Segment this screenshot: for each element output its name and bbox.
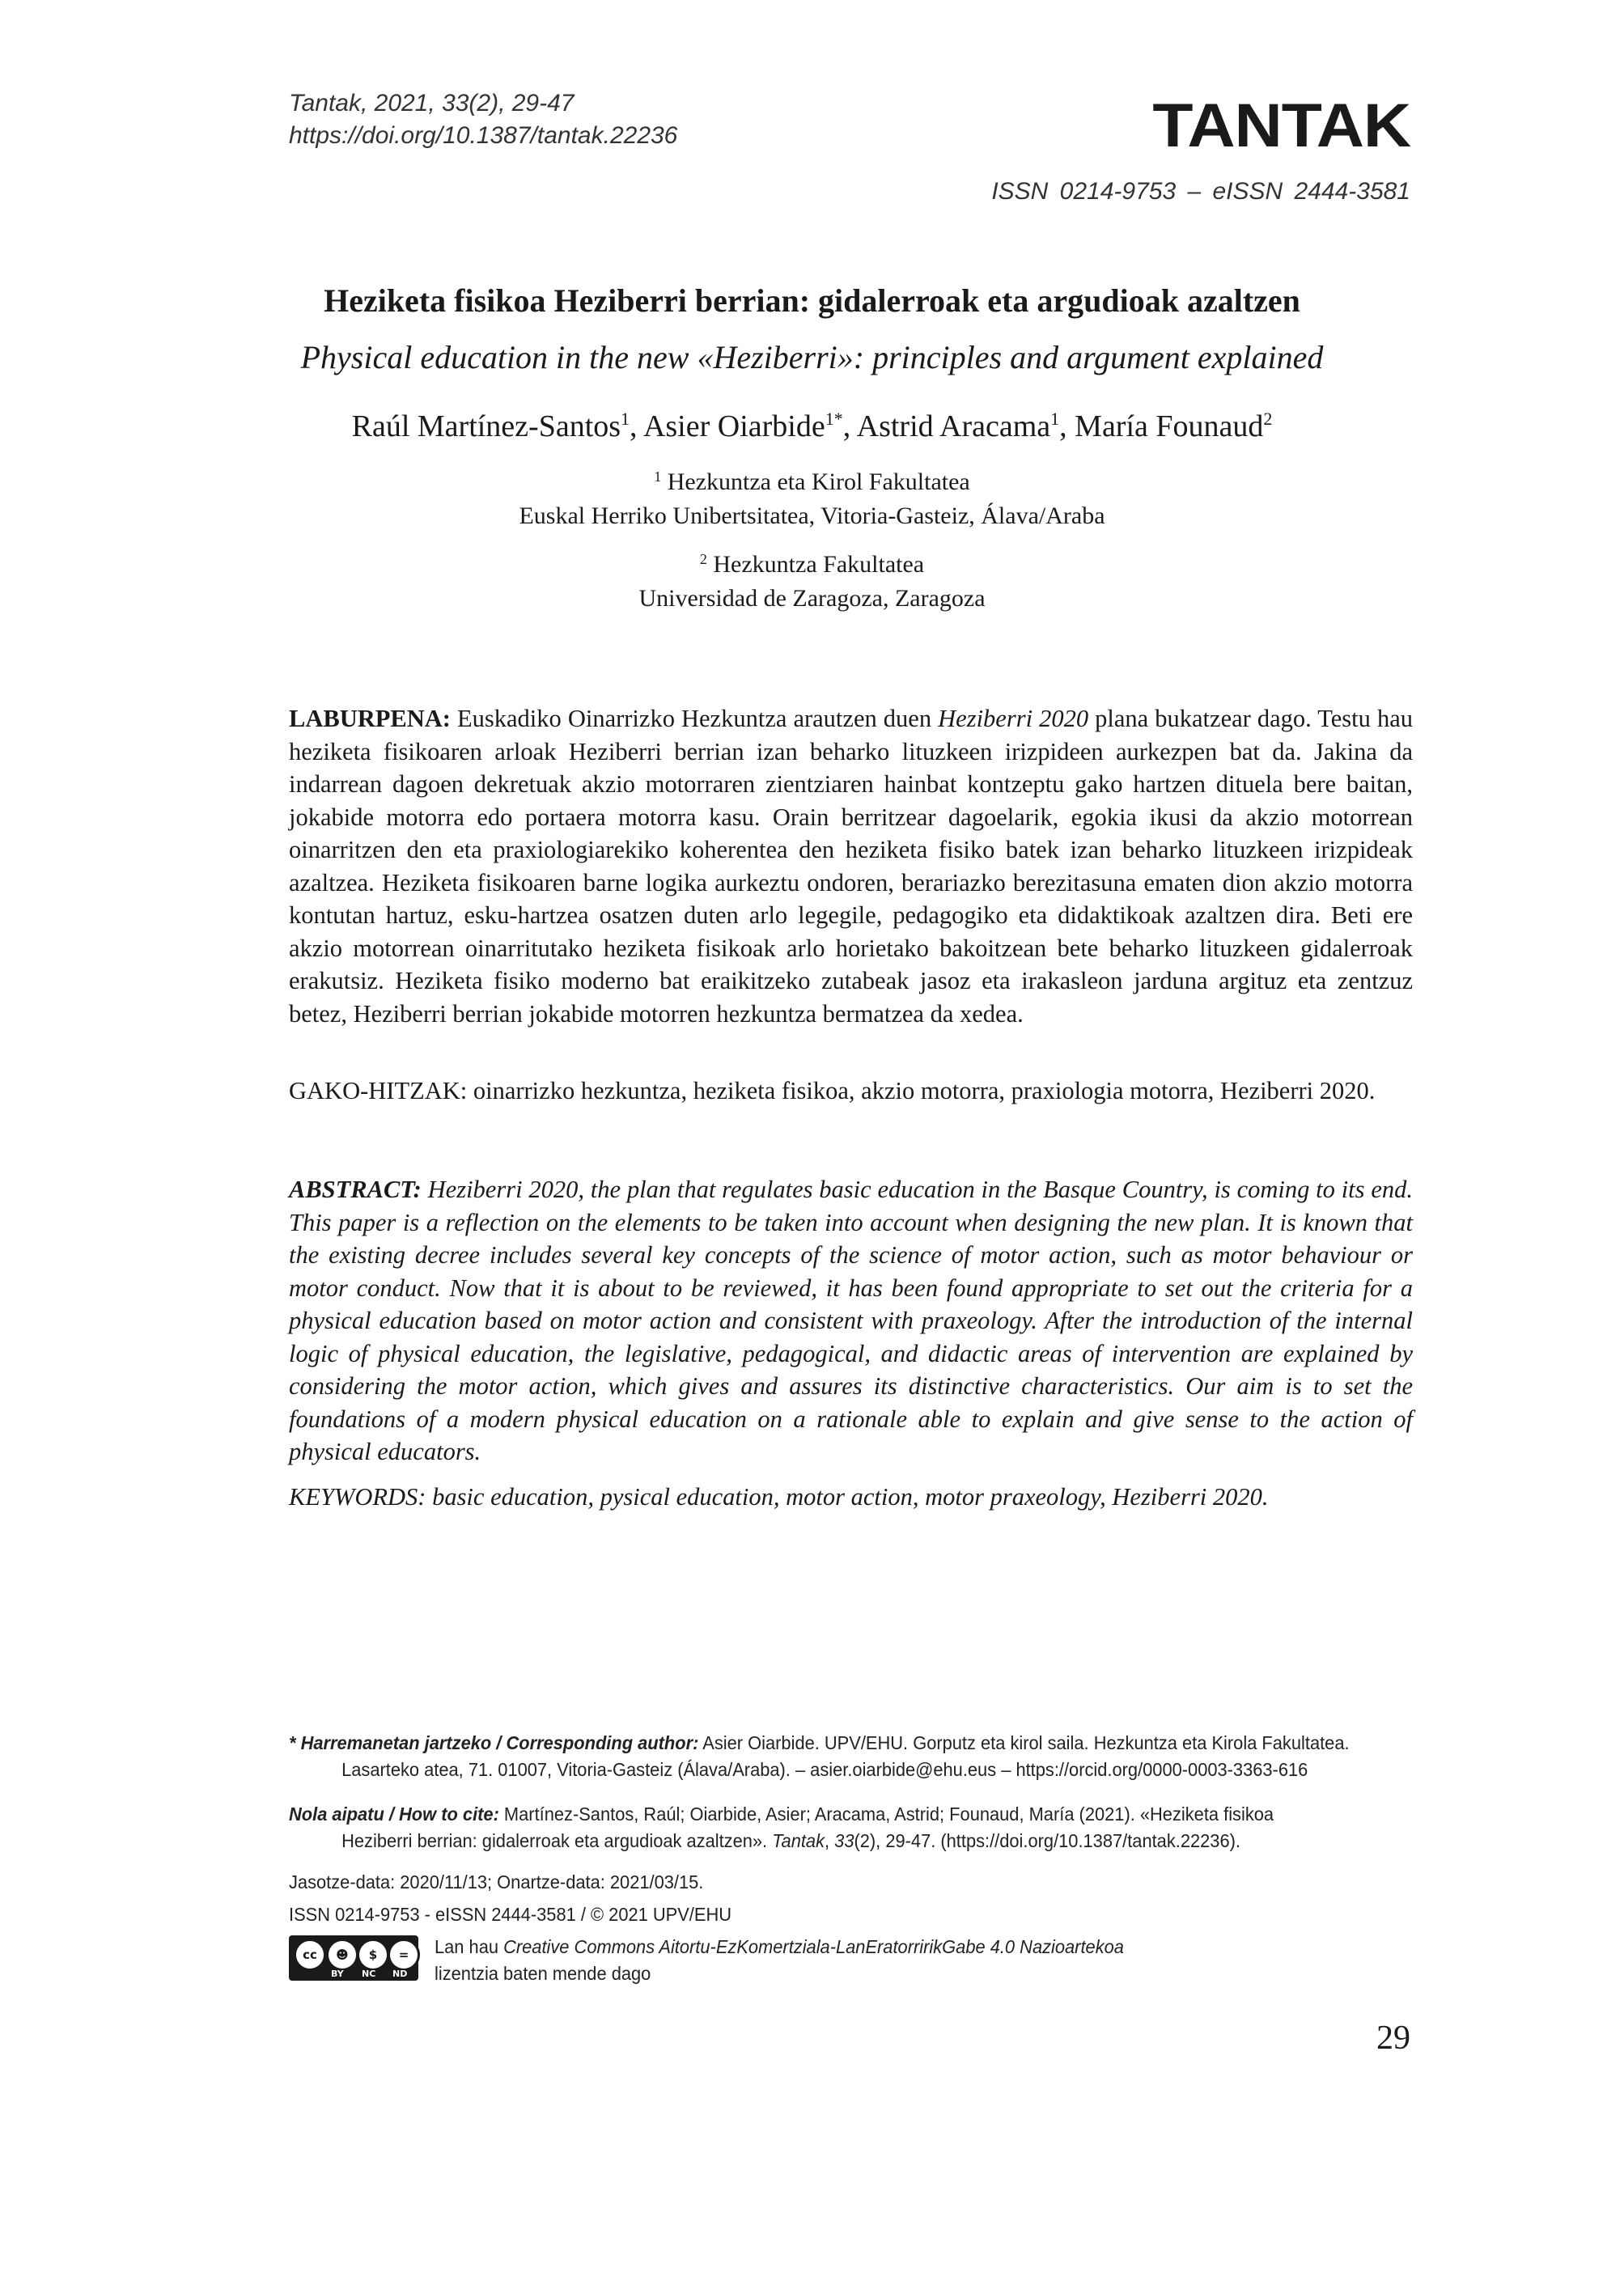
keywords-basque-label: GAKO-HITZAK:: [289, 1077, 468, 1104]
keywords-basque: GAKO-HITZAK: oinarrizko hezkuntza, heziketa fisikoa, akzio motorra, praxiologia motorra, Heziberri 2020.: [289, 1077, 1376, 1104]
keywords-english-label: KEYWORDS:: [289, 1483, 426, 1511]
paper-title: Heziketa fisikoa Heziberri berrian: gidalerroak eta argudioak azaltzen: [324, 282, 1300, 319]
issn-header: ISSN 0214-9753 – eISSN 2444-3581: [991, 178, 1410, 205]
nc-label: NC: [362, 1969, 376, 1979]
nd-label: ND: [392, 1969, 408, 1979]
affiliation-2: $^2$ Hezkuntza Fakultatea Universidad de Zaragoza, Zaragoza: [638, 551, 986, 612]
by-icon: ☻: [326, 1939, 358, 1971]
keywords-english: KEYWORDS: basic education, pysical education, motor action, motor praxeology, Heziberri 2020.: [289, 1483, 1269, 1511]
abstract-english-label: ABSTRACT:: [289, 1176, 422, 1203]
issn-copyright: ISSN 0214-9753 - eISSN 2444-3581 / © 2021 UPV/EHU: [289, 1904, 732, 1925]
cc-icon: cc: [294, 1939, 326, 1971]
nc-icon: $: [357, 1939, 389, 1971]
submission-dates: Jasotze-data: 2020/11/13; Onartze-data: 2021/03/15.: [289, 1871, 704, 1892]
nd-icon: =: [388, 1939, 420, 1971]
license-text: Lan hau Creative Commons Aitortu-EzKomertziala-LanEratorririkGabe 4.0 Nazioartekoa lizentzia baten mende dago: [435, 1936, 1124, 1984]
page-number: 29: [1376, 2020, 1410, 2057]
corresponding-author-note: * Harremanetan jartzeko / Corresponding author: Asier Oiarbide. UPV/EHU. Gorputz eta kirol saila. Hezkuntza eta Kirola Fakultatea. Lasarteko atea, 71. 01007, Vitoria-Gasteiz (Álava/Araba). – asier.oiarbide@ehu.eus – https://orcid.org/0000-0003-3363-616: [289, 1732, 1350, 1780]
doi-link[interactable]: https://doi.org/10.1387/tantak.22236: [289, 122, 678, 149]
abstract-english: ABSTRACT: Heziberri 2020, the plan that regulates basic education in the Basque Country, is coming to its end. This paper is a reflection on the elements to be taken into account when designing the new plan. It is known that the existing decree includes several key concepts of the science of motor action, such as motor behaviour or motor conduct. Now that it is about to be reviewed, it has been found appropriate to set out the criteria for a physical education based on motor action and consistent with praxeology. After the introduction of the internal logic of physical education, the legislative, pedagogical, and didactic areas of intervention are explained by considering the motor action, which gives and assures its distinctive characteristics. Our aim is to set the foundations of a modern physical education on a rationale able to explain and give sense to the action of physical educators.: [289, 1176, 1413, 1465]
author-list: [243, 409, 1381, 444]
cc-license-badge[interactable]: [289, 1935, 418, 1981]
author: Asier Oiarbide$^{1*}$,: [642, 409, 857, 443]
author: Astrid Aracama$^1$,: [856, 409, 1075, 443]
journal-header: [289, 87, 677, 152]
author: Raúl Martínez-Santos$^1$,: [351, 409, 643, 443]
abstract-basque: LABURPENA: Euskadiko Oinarrizko Hezkuntza arautzen duen Heziberri 2020 plana bukatzear dago. Testu hau heziketa fisikoaren arloak Heziberri berrian izan beharko lituzkeen irizpideen aurkezpen bat da. Jakina da indarrean dagoen dekretuak akzio motorraren zientziaren hainbat kontzeptu gako hartzen dituela bere baitan, jokabide motorra edo portaera motorra kasu. Orain berritzear dagoelarik, egokia ikusi da akzio motorrean oinarritzen den eta praxiologiarekiko koherentea den heziketa fisiko batek izan beharko lituzkeen irizpideak azaltzea. Heziketa fisikoaren barne logika aurkeztu ondoren, berariazko berezitasuna ematen dion akzio motorra kontutan hartuz, esku-hartzea osatzen duten arlo legegile, pedagogiko eta didaktikoak azaltzen dira. Beti ere akzio motorrean oinarritutako heziketa fisikoak arlo horietako bakoitzean bete beharko lituzkeen gidalerroak erakutsiz. Heziketa fisiko moderno bat eraikitzeko zutabeak jasoz eta irakasleon jarduna argituz eta zentzuz betez, Heziberri berrian jokabide motorren hezkuntza bermatzea da xedea.: [289, 705, 1413, 1028]
abstract-basque-label: LABURPENA:: [289, 705, 451, 732]
how-to-cite-note: Nola aipatu / How to cite: Martínez-Santos, Raúl; Oiarbide, Asier; Aracama, Astrid; Founaud, María (2021). «Heziketa fisikoa Heziberri berrian: gidalerroak eta argudioak azaltzen». Tantak, 33(2), 29-47. (https://doi.org/10.1387/tantak.22236).: [289, 1803, 1274, 1851]
paper-subtitle: Physical education in the new «Heziberri»: principles and argument explained: [300, 339, 1324, 375]
by-label: BY: [331, 1969, 344, 1979]
journal-reference: Tantak, 2021, 33(2), 29-47: [289, 90, 575, 117]
author: María Founaud$^2$: [1075, 409, 1273, 443]
journal-logo: TANTAK: [1152, 91, 1410, 160]
affiliation-1: $^1$ Hezkuntza eta Kirol Fakultatea Euskal Herriko Unibertsitatea, Vitoria-Gasteiz, Álava/Araba: [519, 468, 1105, 529]
